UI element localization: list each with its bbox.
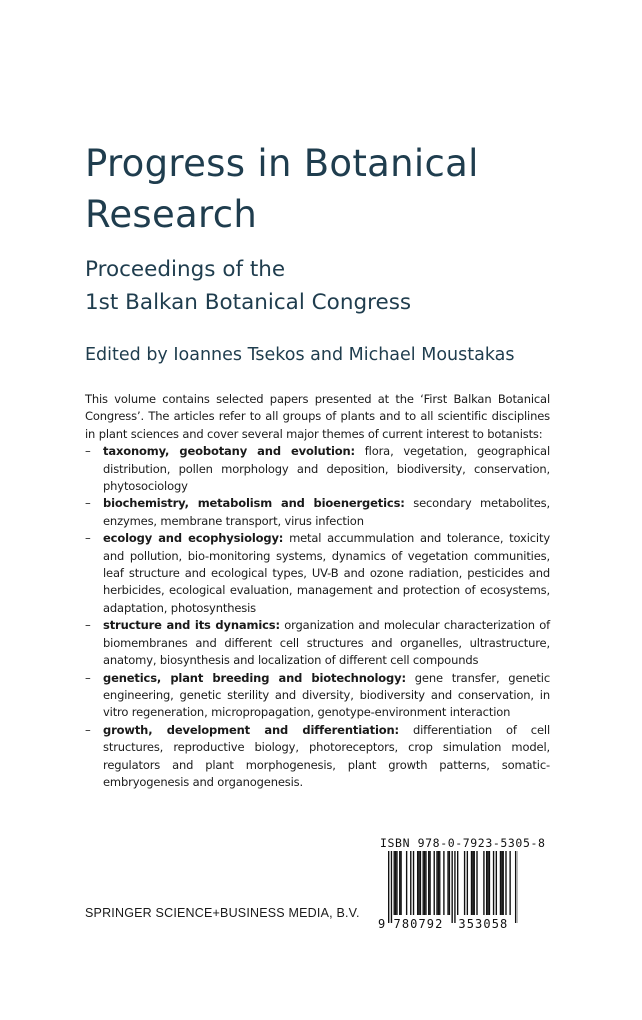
- barcode-bar: [447, 851, 448, 915]
- barcode-bar: [439, 851, 440, 915]
- isbn-barcode: [378, 851, 518, 931]
- barcode-bar: [413, 851, 414, 915]
- barcode-bar: [476, 851, 477, 915]
- barcode-bar: [423, 851, 424, 915]
- theme-item: [85, 722, 550, 792]
- barcode-bar: [454, 851, 455, 923]
- description-intro: This volume contains selected papers presented at the ‘First Balkan Botanical Congress’. The articles refer to all groups of plants and to all scientific disciplines in plant sciences and cover several major themes of current interest to botanists:: [85, 392, 550, 441]
- theme-heading: growth, development and differentiation:: [103, 722, 399, 737]
- barcode-bar: [395, 851, 396, 915]
- theme-heading: taxonomy, geobotany and evolution:: [103, 444, 355, 459]
- barcode-bar: [438, 851, 439, 915]
- theme-heading: genetics, plant breeding and biotechnology:: [103, 670, 406, 685]
- barcode-bar: [449, 851, 450, 915]
- barcode-bar: [483, 851, 484, 915]
- barcode-bar: [406, 851, 407, 915]
- dash-bullet: –: [85, 444, 91, 459]
- barcode-bar: [420, 851, 421, 915]
- theme-heading: structure and its dynamics:: [103, 618, 280, 633]
- theme-text: secondary metabolites, enzymes, membrane transport, virus infection: [103, 496, 550, 528]
- barcode-bar: [467, 851, 468, 915]
- barcode-bar: [400, 851, 401, 915]
- barcode-bar: [464, 851, 465, 915]
- barcode-bar: [474, 851, 475, 915]
- barcode-bar: [471, 851, 472, 915]
- barcode-bar: [472, 851, 473, 915]
- barcode-bar: [391, 851, 392, 923]
- barcode-bar: [487, 851, 488, 915]
- barcode-bar: [505, 851, 506, 915]
- barcode-bar: [429, 851, 430, 915]
- barcode-bar: [396, 851, 397, 915]
- barcode-bar: [388, 851, 389, 923]
- barcode-bar: [443, 851, 444, 915]
- dash-bullet: –: [85, 722, 91, 737]
- barcode-bar: [503, 851, 504, 915]
- theme-item: [85, 670, 550, 722]
- theme-text: differentiation of cell structures, reproductive biology, photoreceptors, crop simulation model, regulators and plant morphogenesis, plant growth patterns, somatic-embryogenesis and organogenesis.: [103, 722, 550, 789]
- theme-heading: ecology and ecophysiology:: [103, 531, 284, 546]
- barcode-digits-left: 780792: [393, 917, 444, 931]
- publisher-name: SPRINGER SCIENCE+BUSINESS MEDIA, B.V.: [85, 906, 360, 920]
- editors-line: Edited by Ioannes Tsekos and Michael Moustakas: [85, 345, 515, 365]
- barcode-bar: [500, 851, 501, 915]
- barcode-bar: [417, 851, 418, 915]
- book-subtitle: [85, 253, 605, 319]
- barcode-bar: [515, 851, 516, 923]
- barcode-bar: [434, 851, 435, 915]
- theme-text: metal accummulation and tolerance, toxicity and pollution, bio-monitoring systems, dynamics of vegetation communities, leaf structure and ecological types, UV-B and ozone radiation, pesticides and herbicides, ecological evaluation, management and protection of ecosystems, adaptation, photosynthesis: [103, 531, 550, 615]
- theme-item: [85, 443, 550, 495]
- barcode-bar: [493, 851, 494, 915]
- theme-text: organization and molecular characterization of biomembranes and different cell structures and organelles, ultrastructure, anatomy, biosynthesis and localization of different cell compounds: [103, 618, 550, 668]
- theme-item: [85, 530, 550, 617]
- barcode-bar: [428, 851, 429, 915]
- barcode-bar: [418, 851, 419, 915]
- book-title: Progress in Botanical Research: [85, 142, 479, 236]
- barcode-bar: [496, 851, 497, 915]
- barcode-bar: [489, 851, 490, 915]
- barcode-digits-right: 353058: [458, 917, 509, 931]
- subtitle-line-1: Proceedings of the: [85, 257, 286, 282]
- barcode-bar: [451, 851, 452, 923]
- barcode-bar: [457, 851, 458, 915]
- barcode-bar: [394, 851, 395, 915]
- isbn-label: ISBN 978-0-7923-5305-8: [380, 836, 546, 850]
- theme-item: [85, 495, 550, 530]
- themes-list: [85, 443, 550, 791]
- theme-heading: biochemistry, metabolism and bioenergetics:: [103, 496, 405, 511]
- barcode-bar: [399, 851, 400, 915]
- book-description: [85, 391, 550, 791]
- barcode-digit-first: 9: [378, 917, 386, 931]
- dash-bullet: –: [85, 670, 91, 685]
- barcode-bar: [486, 851, 487, 915]
- theme-text: gene transfer, genetic engineering, genetic sterility and diversity, biodiversity and conservation, in vitro regeneration, micropropagation, genotype-environment interaction: [103, 670, 551, 720]
- theme-text: flora, vegetation, geographical distribution, pollen morphology and deposition, biodiversity, conservation, phytosociology: [103, 444, 550, 494]
- dash-bullet: –: [85, 531, 91, 546]
- barcode-bar: [425, 851, 426, 915]
- theme-item: [85, 617, 550, 669]
- barcode-bar: [501, 851, 502, 915]
- barcode-bar: [424, 851, 425, 915]
- dash-bullet: –: [85, 496, 91, 511]
- barcode-bar: [509, 851, 510, 915]
- dash-bullet: –: [85, 618, 91, 633]
- barcode-bar: [436, 851, 437, 915]
- subtitle-line-2: 1st Balkan Botanical Congress: [85, 290, 412, 315]
- barcode-bar: [410, 851, 411, 915]
